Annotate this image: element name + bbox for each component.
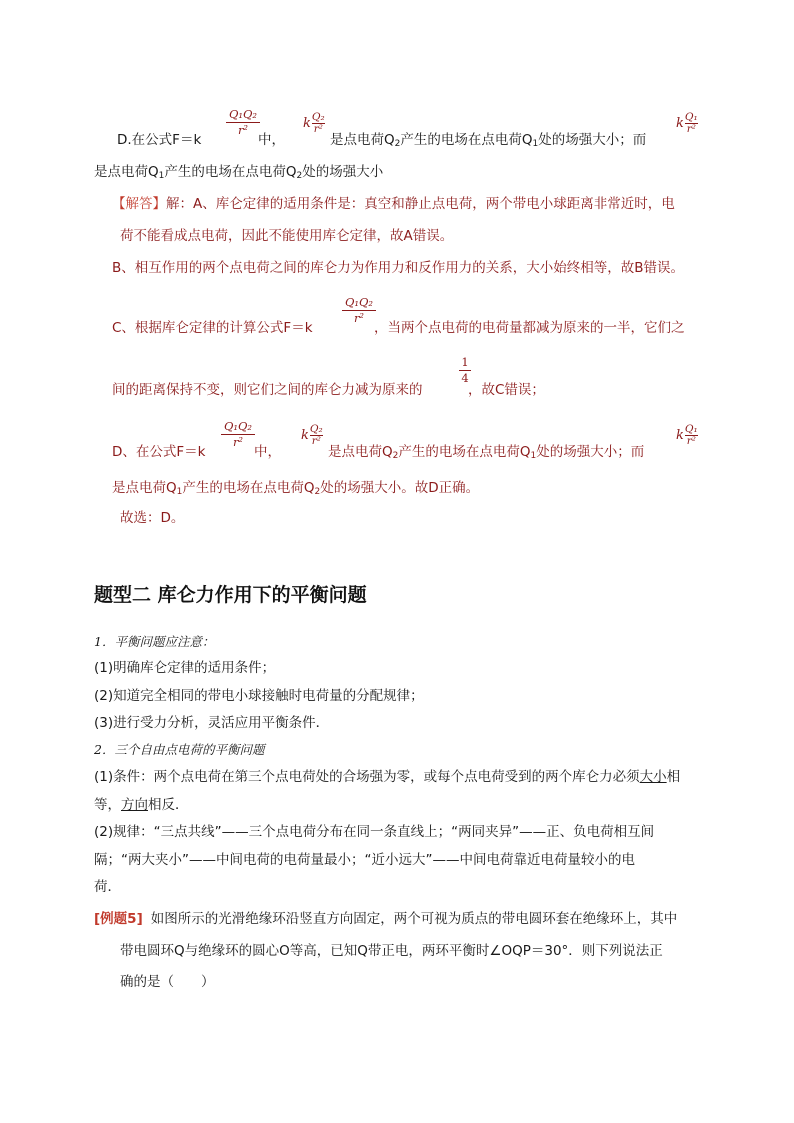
sub: 2 bbox=[392, 451, 399, 461]
numerator: Q₁ bbox=[684, 111, 698, 123]
denominator: r² bbox=[232, 435, 244, 449]
answer-line-1 bbox=[112, 194, 675, 214]
numerator: Q₁Q₂ bbox=[223, 419, 253, 433]
text: 产生的电场在点电荷Q bbox=[182, 480, 315, 496]
text: 产生的电场在点电荷Q bbox=[164, 164, 297, 180]
fraction-q1q2-over-r2 bbox=[342, 296, 376, 325]
text: 等， bbox=[94, 797, 121, 813]
point-2-2-line-3: 荷． bbox=[94, 879, 121, 895]
k-symbol: k bbox=[676, 116, 684, 131]
point-2-heading: 2．三个自由点电荷的平衡问题 bbox=[94, 742, 265, 757]
fraction bbox=[685, 424, 698, 447]
sub: 1 bbox=[176, 487, 183, 497]
underlined-text: 大小 bbox=[639, 769, 667, 785]
sub: 1 bbox=[532, 139, 539, 149]
text: (1)条件：两个点电荷在第三个点电荷处的合场强为零，或每个点电荷受到的两个库仑力必须 bbox=[94, 769, 640, 785]
section-title: 题型二 库仑力作用下的平衡问题 bbox=[94, 584, 367, 606]
text: 产生的电场在点电荷Q bbox=[398, 444, 531, 460]
answer-line-2: 荷不能看成点电荷，因此不能使用库仑定律，故A错误。 bbox=[120, 228, 454, 244]
denominator: r² bbox=[237, 123, 249, 137]
fraction-q1q2-over-r2 bbox=[221, 420, 255, 449]
sub: 1 bbox=[530, 451, 537, 461]
answer-d-line-2 bbox=[112, 478, 479, 502]
text: 相 bbox=[666, 769, 681, 785]
fraction-q1q2-over-r2 bbox=[226, 108, 260, 137]
sub: 2 bbox=[296, 171, 303, 181]
text: 如图所示的光滑绝缘环沿竖直方向固定，两个可视为质点的带电圆环套在绝缘环上，其中 bbox=[150, 911, 678, 927]
fraction bbox=[310, 424, 323, 447]
fraction bbox=[685, 112, 698, 135]
example-line-3: 确的是（ ） bbox=[120, 974, 215, 990]
text: 处的场强大小。故D正确。 bbox=[320, 480, 480, 496]
denominator: r² bbox=[313, 123, 323, 135]
denominator: r² bbox=[686, 435, 696, 447]
numerator: Q₂ bbox=[309, 423, 323, 435]
k-q1-over-r2 bbox=[676, 112, 698, 135]
underlined-text: 方向 bbox=[121, 797, 148, 813]
k-symbol: k bbox=[676, 428, 684, 443]
example-line-1 bbox=[94, 909, 677, 929]
denominator: r² bbox=[311, 435, 321, 447]
text: 是点电荷Q bbox=[330, 132, 395, 148]
answer-d-text bbox=[328, 442, 644, 466]
numerator: Q₁Q₂ bbox=[344, 295, 374, 309]
point-2-1-line-2 bbox=[94, 795, 189, 815]
text: 是点电荷Q bbox=[112, 480, 177, 496]
example-tag: [例题5] bbox=[94, 911, 143, 927]
numerator: Q₁ bbox=[684, 423, 698, 435]
point-1-heading: 1．平衡问题应注意： bbox=[94, 634, 215, 649]
numerator: 1 bbox=[461, 355, 469, 369]
point-2-2-line-1: (2)规律：“三点共线”——三个点电荷分布在同一条直线上；“两同夹异”——正、负电荷相互间 bbox=[94, 824, 655, 840]
text: 处的场强大小；而 bbox=[538, 132, 647, 148]
numerator: Q₂ bbox=[311, 111, 325, 123]
answer-tag: 【解答】 bbox=[112, 196, 166, 212]
text: 是点电荷Q bbox=[328, 444, 393, 460]
denominator: r² bbox=[686, 123, 696, 135]
point-1-2: (2)知道完全相同的带电小球接触时电荷量的分配规律； bbox=[94, 688, 424, 704]
point-1-1: (1)明确库仑定律的适用条件； bbox=[94, 660, 276, 676]
k-q2-over-r2 bbox=[301, 424, 323, 447]
text: 产生的电场在点电荷Q bbox=[400, 132, 533, 148]
k-q1-over-r2 bbox=[676, 424, 698, 447]
denominator: r² bbox=[353, 311, 365, 325]
text: 处的场强大小 bbox=[302, 164, 384, 180]
numerator: Q₁Q₂ bbox=[228, 107, 258, 121]
answer-d-prefix: D、在公式F＝k bbox=[112, 444, 206, 460]
example-line-2: 带电圆环Q与绝缘环的圆心O等高，已知Q带正电，两环平衡时∠OQP＝30°．则下列说法正 bbox=[120, 943, 663, 959]
answer-c-line-2-prefix: 间的距离保持不变，则它们之间的库仑力减为原来的 bbox=[112, 382, 423, 398]
text: 相反． bbox=[148, 797, 189, 813]
point-2-2-line-2: 隔；“两大夹小”——中间电荷的电荷量最小；“近小远大”——中间电荷靠近电荷量较小的电 bbox=[94, 852, 635, 868]
denominator: 4 bbox=[461, 371, 469, 385]
answer-b: B、相互作用的两个点电荷之间的库仑力为作用力和反作用力的关系，大小始终相等，故B错误。 bbox=[112, 260, 685, 276]
k-symbol: k bbox=[301, 428, 309, 443]
answer-c-prefix: C、根据库仑定律的计算公式F＝k bbox=[112, 320, 313, 336]
option-d-line-2 bbox=[94, 162, 383, 186]
k-symbol: k bbox=[303, 116, 311, 131]
answer-c-suffix: ，当两个点电荷的电荷量都减为原来的一半，它们之 bbox=[374, 320, 685, 336]
point-2-1-line-1 bbox=[94, 767, 680, 787]
k-q2-over-r2 bbox=[303, 112, 325, 135]
answer-c-line-2-suffix: ，故C错误； bbox=[468, 382, 545, 398]
answer-choose: 故选：D。 bbox=[120, 510, 185, 526]
text: 是点电荷Q bbox=[94, 164, 159, 180]
option-d-prefix: D.在公式F＝k bbox=[117, 132, 202, 148]
answer-d-mid: 中， bbox=[254, 444, 281, 460]
option-d-text-1 bbox=[330, 130, 646, 154]
text: 解：A、库仑定律的适用条件是：真空和静止点电荷，两个带电小球距离非常近时，电 bbox=[166, 196, 675, 212]
fraction bbox=[312, 112, 325, 135]
text: 处的场强大小；而 bbox=[536, 444, 645, 460]
point-1-3: (3)进行受力分析，灵活应用平衡条件． bbox=[94, 715, 330, 731]
sub: 2 bbox=[394, 139, 401, 149]
sub: 2 bbox=[314, 487, 321, 497]
option-d-mid: 中， bbox=[258, 132, 285, 148]
sub: 1 bbox=[158, 171, 165, 181]
